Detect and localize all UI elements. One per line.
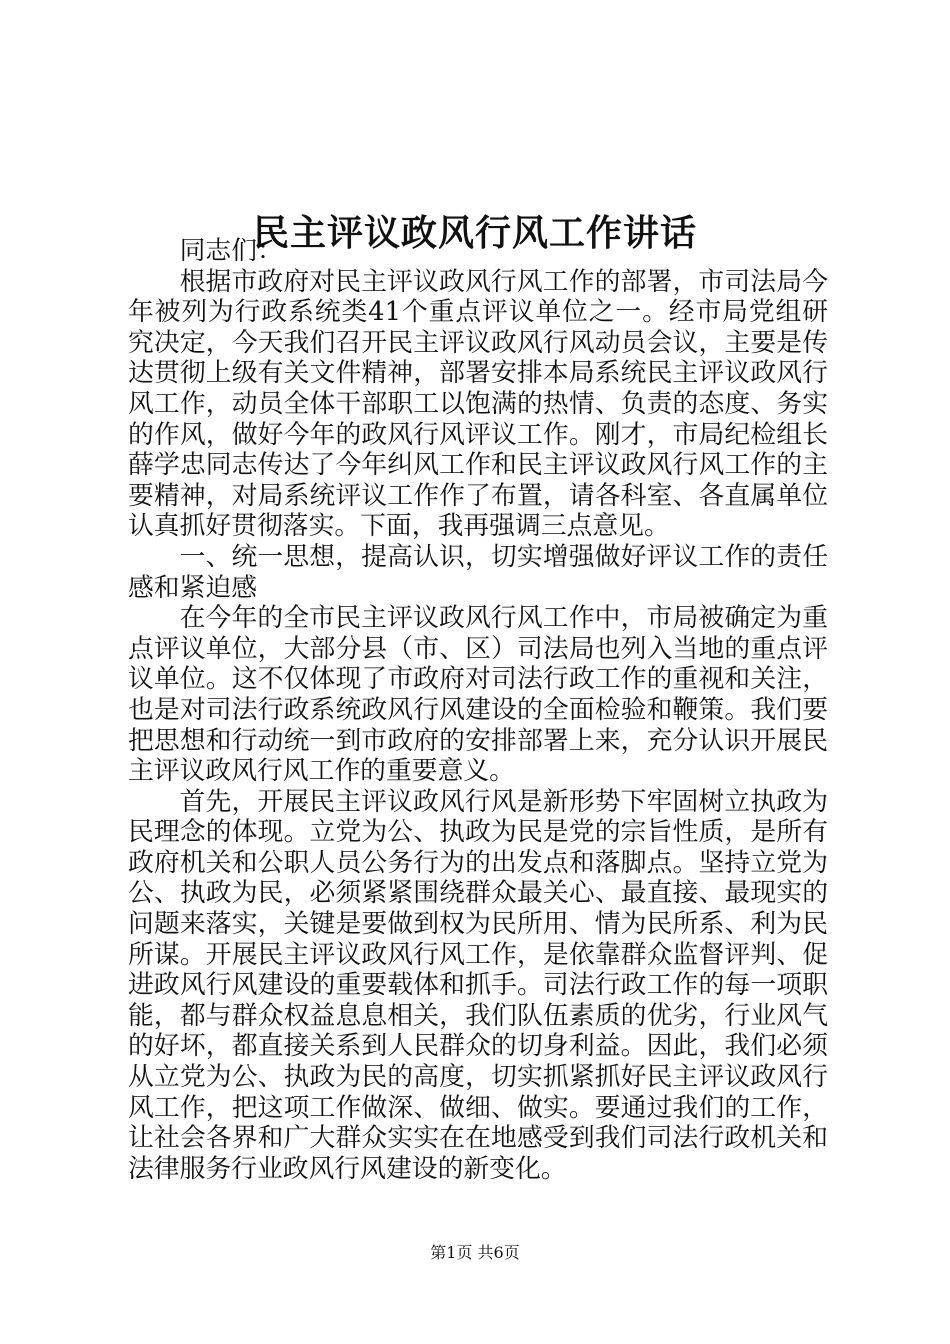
document-title: 民主评议政风行风工作讲话 bbox=[252, 212, 697, 255]
paragraph-intro: 根据市政府对民主评议政风行风工作的部署，市司法局今年被列为行政系统类41个重点评议单位之一。经市局党组研究决定，今天我们召开民主评议政风行风动员会议，主要是传达贯彻上级有关文件精神，部署安排本局系统民主评议政风行风工作，动员全体干部职工以饱满的热情、负责的态度、务实的作风，做好今年的政风行风评议工作。刚才，市局纪检组长薛学忠同志传达了今年纠风工作和民主评议政风行风工作的主要精神，对局系统评议工作作了布置，请各科室、各直属单位认真抓好贯彻落实。下面，我再强调三点意见。 bbox=[128, 266, 828, 542]
page-footer: 第1页 共6页 bbox=[430, 1243, 520, 1262]
salutation: 同志们： bbox=[179, 236, 283, 266]
section-heading-1: 一、统一思想，提高认识，切实增强做好评议工作的责任感和紧迫感 bbox=[128, 541, 828, 603]
paragraph-first-point: 首先，开展民主评议政风行风是新形势下牢固树立执政为民理念的体现。立党为公、执政为民是党的宗旨性质，是所有政府机关和公职人员公务行为的出发点和落脚点。坚持立党为公、执政为民，必须紧紧围绕群众最关心、最直接、最现实的问题来落实，关键是要做到权为民所用、情为民所系、利为民所谋。开展民主评议政风行风工作，是依靠群众监督评判、促进政风行风建设的重要载体和抓手。司法行政工作的每一项职能，都与群众权益息息相关，我们队伍素质的优劣，行业风气的好坏，都直接关系到人民群众的切身利益。因此，我们必须从立党为公、执政为民的高度，切实抓紧抓好民主评议政风行风工作，把这项工作做深、做细、做实。要通过我们的工作，让社会各界和广大群众实实在在地感受到我们司法行政机关和法律服务行业政风行风建设的新变化。 bbox=[128, 786, 828, 1184]
document-body bbox=[128, 236, 828, 1184]
paragraph-section-1: 在今年的全市民主评议政风行风工作中，市局被确定为重点评议单位，大部分县（市、区）司法局也列入当地的重点评议单位。这不仅体现了市政府对司法行政工作的重视和关注，也是对司法行政系统政风行风建设的全面检验和鞭策。我们要把思想和行动统一到市政府的安排部署上来，充分认识开展民主评议政风行风工作的重要意义。 bbox=[128, 603, 828, 787]
